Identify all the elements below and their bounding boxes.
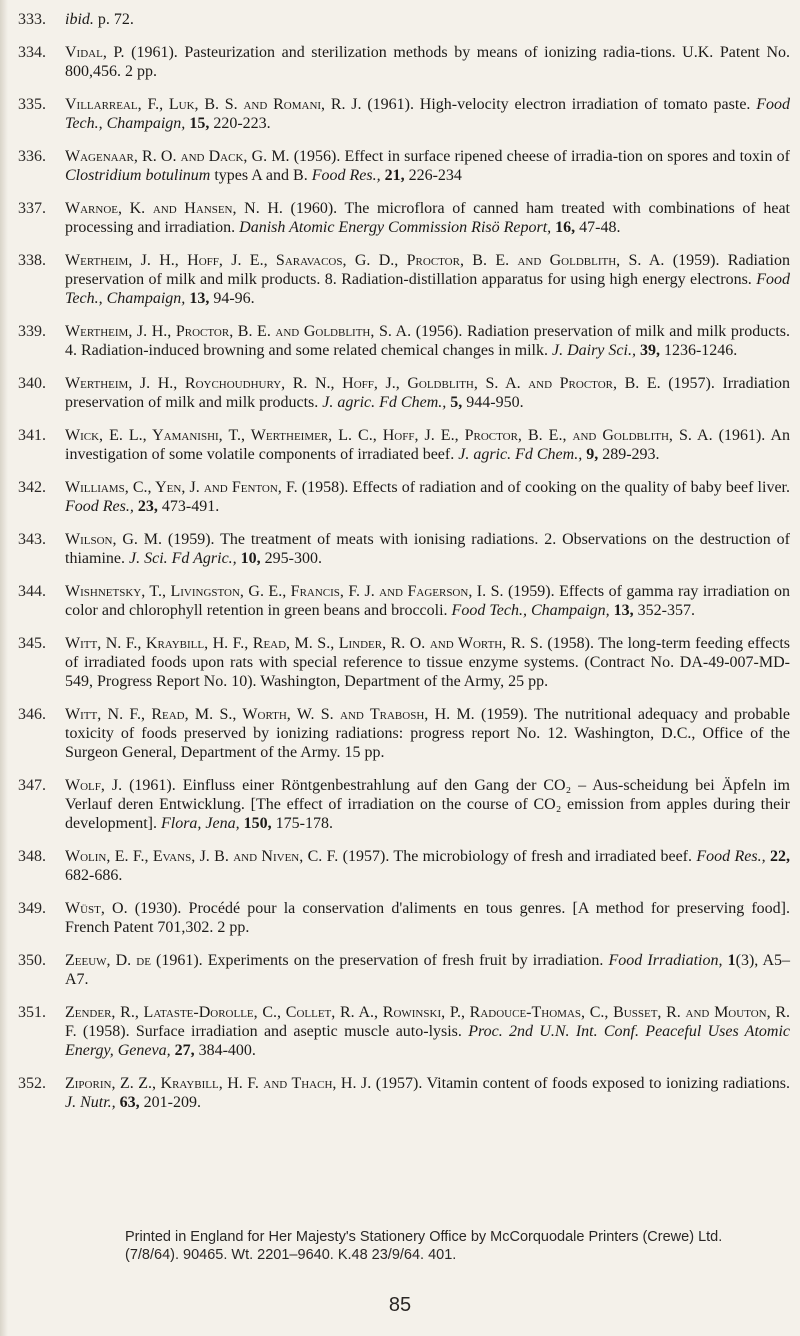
reference-authors: Wolf, J. [65,777,123,794]
reference-segment: 226-234 [404,167,462,184]
reference-volume: 15, [189,115,210,132]
reference-number: 351. [18,1004,46,1021]
reference-volume: 1 [727,952,736,969]
reference-segment: 295-300. [260,550,322,567]
reference-segment: (1960). The microflora of canned ham treated with combinations of heat processing and irradiation. [65,200,790,236]
reference-text [65,199,790,237]
reference-text [65,322,790,360]
reference-authors: Zeeuw, D. de [65,952,151,969]
reference-entry [18,10,790,29]
reference-number: 342. [18,479,46,496]
reference-authors: Wolin, E. F., Evans, J. B. and Niven, C. F. [65,848,339,865]
reference-entry [18,374,790,412]
reference-volume: 22, [770,848,790,865]
printer-imprint [125,1228,725,1264]
reference-authors: Witt, N. F., Read, M. S., Worth, W. S. and Trabosh, H. M. [65,706,475,723]
reference-segment: (1959). Effects of gamma ray irradiation on color and chlorophyll retention in green beans and broccoli. [65,583,790,619]
reference-volume: 39, [639,342,660,359]
reference-journal: Food Tech., Champaign, [65,271,790,307]
reference-entry [18,530,790,568]
reference-list [18,10,790,1126]
reference-entry [18,1074,790,1112]
reference-entry [18,251,790,308]
reference-segment: (1957). Irradiation preservation of milk and milk products. [65,375,791,411]
reference-segment: (1959). The treatment of meats with ionising radiations. 2. Observations on the destruction of thiamine. [65,531,790,567]
reference-number: 337. [18,200,46,217]
reference-volume: 13, [189,290,210,307]
reference-authors: Wüst, O. [65,900,128,917]
reference-volume: 63, [119,1094,140,1111]
reference-number: 340. [18,375,46,392]
reference-entry [18,426,790,464]
reference-segment: (1961). Einfluss einer Röntgenbestrahlung auf den Gang der CO₂ – Aus-scheidung bei Äpfeln im Verlauf deren Entwicklung. [The effect of irradiation on the course of CO₂ emission from apples during their development]. [65,777,791,832]
reference-number: 349. [18,900,46,917]
reference-authors: Vidal, P. [65,44,125,61]
reference-segment: 289-293. [598,446,660,463]
reference-text [65,634,790,691]
reference-volume: 150, [243,815,272,832]
reference-segment: 944-950. [462,394,524,411]
reference-entry [18,582,790,620]
reference-journal: Flora, Jena, [160,815,240,832]
reference-number: 352. [18,1075,46,1092]
reference-journal: Food Res., [311,167,381,184]
reference-journal: J. agric. Fd Chem., [322,394,447,411]
reference-text [65,847,790,885]
reference-authors: Wick, E. L., Yamanishi, T., Wertheimer, L. C., Hoff, J. E., Proctor, B. E., and Goldblith, S. A. [65,427,713,444]
reference-segment: (1961). Experiments on the preservation of fresh fruit by irradiation. [150,952,609,969]
reference-segment: (1959). Radiation preservation of milk and milk products. 8. Radiation-distillation apparatus for using high energy electrons. [65,252,790,288]
reference-authors: Villarreal, F., Luk, B. S. and Romani, R. J. [65,96,362,113]
reference-number: 350. [18,952,46,969]
reference-segment: (3), A5–A7. [65,952,791,988]
reference-entry [18,776,790,833]
reference-authors: Zender, R., Lataste-Dorolle, C., Collet, R. A., Rowinski, P., Radouce-Thomas, C., Busset, R. and Mouton, R. F. [65,1004,790,1040]
reference-authors: Williams, C., Yen, J. and Fenton, F. [65,479,298,496]
reference-journal: J. Sci. Fd Agric., [128,550,237,567]
reference-segment: 1236-1246. [659,342,738,359]
reference-entry [18,478,790,516]
reference-number: 338. [18,252,46,269]
reference-journal: Clostridium botulinum [65,167,211,184]
reference-entry [18,95,790,133]
reference-authors: Wertheim, J. H., Proctor, B. E. and Goldblith, S. A. [65,323,412,340]
reference-text [65,478,790,516]
reference-segment: 47-48. [575,219,621,236]
reference-segment: (1961). An investigation of some volatile components of irradiated beef. [65,427,791,463]
reference-segment: 473-491. [157,498,220,515]
reference-number: 346. [18,706,46,723]
reference-volume: 21, [384,167,405,184]
reference-text [65,705,790,762]
reference-segment: (1961). High-velocity electron irradiation of tomato paste. [361,96,757,113]
reference-journal: Food Res., [696,848,766,865]
reference-segment: (1959). The nutritional adequacy and probable toxicity of foods preserved by ionizing radiations: progress report No. 12. Washington, D.C., Office of the Surgeon General, Department of the Army. 15 pp. [65,706,790,761]
reference-segment: 201-209. [139,1094,201,1111]
reference-entry [18,847,790,885]
reference-entry [18,322,790,360]
reference-authors: Warnoe, K. and Hansen, N. H. [65,200,283,217]
reference-volume: 16, [555,219,576,236]
reference-journal: Food Irradiation, [608,952,723,969]
reference-entry [18,43,790,81]
reference-authors: Wilson, G. M. [65,531,163,548]
reference-number: 341. [18,427,46,444]
reference-authors: Wishnetsky, T., Livingston, G. E., Francis, F. J. and Fagerson, I. S. [65,583,504,600]
reference-segment: (1957). The microbiology of fresh and irradiated beef. [338,848,697,865]
reference-number: 336. [18,148,46,165]
reference-entry [18,705,790,762]
reference-volume: 9, [586,446,599,463]
reference-journal: Food Tech., Champaign, [65,96,791,132]
reference-journal: Food Tech., Champaign, [451,602,610,619]
reference-entry [18,199,790,237]
reference-number: 344. [18,583,46,600]
reference-segment: 682-686. [65,867,123,884]
reference-text [65,251,790,308]
reference-text [65,776,790,833]
reference-authors: Wertheim, J. H., Roychoudhury, R. N., Hoff, J., Goldblith, S. A. and Proctor, B. E. [65,375,661,392]
reference-segment: 175-178. [271,815,333,832]
reference-authors: Wertheim, J. H., Hoff, J. E., Saravacos, G. D., Proctor, B. E. and Goldblith, S. A. [65,252,665,269]
reference-text [65,1074,790,1112]
reference-segment: (1958). The long-term feeding effects of irradiated foods upon rats with special reference to tissue enzyme systems. (Contract No. DA-49-007-MD-549, Progress Report No. 10). Washington, Department of the Army, 25 pp. [65,635,791,690]
reference-segment: p. 72. [93,11,134,28]
reference-journal: Proc. 2nd U.N. Int. Conf. Peaceful Uses Atomic Energy, Geneva, [65,1023,791,1059]
imprint-line-1: Printed in England for Her Majesty's Stationery Office by McCorquodale Printers (Crewe) Ltd. [125,1229,723,1245]
reference-segment: types A and B. [210,167,312,184]
reference-number: 339. [18,323,46,340]
reference-entry [18,634,790,691]
reference-journal: Danish Atomic Energy Commission Risö Report, [239,219,552,236]
reference-segment: 384-400. [194,1042,256,1059]
reference-text [65,95,790,133]
reference-text [65,374,790,412]
page-edge-shadow [0,0,8,1336]
reference-volume: 13, [613,602,634,619]
reference-segment: 220-223. [209,115,271,132]
reference-segment: (1956). Radiation preservation of milk and milk products. 4. Radiation-induced browning and some related chemical changes in milk. [65,323,790,359]
reference-journal: J. Nutr., [65,1094,116,1111]
reference-journal: Food Res., [65,498,134,515]
imprint-line-2: (7/8/64). 90465. Wt. 2201–9640. K.48 23/9/64. 401. [125,1247,457,1263]
reference-number: 345. [18,635,46,652]
reference-text [65,899,790,937]
reference-authors: Ziporin, Z. Z., Kraybill, H. F. and Thach, H. J. [65,1075,372,1092]
reference-text [65,1003,790,1060]
reference-segment: (1930). Procédé pour la conservation d'aliments en tous genres. [A method for preserving food]. French Patent 701,302. 2 pp. [65,900,790,936]
reference-segment: (1958). Surface irradiation and aseptic muscle auto-lysis. [76,1023,469,1040]
reference-number: 335. [18,96,46,113]
reference-number: 348. [18,848,46,865]
page-number: 85 [388,1294,412,1316]
reference-segment: (1957). Vitamin content of foods exposed to ionizing radiations. [371,1075,790,1092]
reference-text [65,147,790,185]
reference-journal: ibid. [65,11,94,28]
reference-journal: J. Dairy Sci., [551,342,636,359]
reference-text [65,426,790,464]
reference-authors: Wagenaar, R. O. and Dack, G. M. [65,148,290,165]
reference-text [65,10,790,29]
reference-segment: 94-96. [209,290,255,307]
reference-number: 334. [18,44,46,61]
reference-volume: 23, [137,498,158,515]
reference-volume: 10, [240,550,261,567]
reference-segment: (1956). Effect in surface ripened cheese of irradia-tion on spores and toxin of [289,148,791,165]
reference-segment: 352-357. [633,602,695,619]
reference-number: 333. [18,11,46,28]
reference-number: 343. [18,531,46,548]
reference-text [65,530,790,568]
reference-authors: Witt, N. F., Kraybill, H. F., Read, M. S., Linder, R. O. and Worth, R. S. [65,635,543,652]
reference-volume: 27, [174,1042,195,1059]
reference-entry [18,1003,790,1060]
reference-entry [18,147,790,185]
reference-segment: (1961). Pasteurization and sterilization methods by means of ionizing radia-tions. U.K. Patent No. 800,456. 2 pp. [65,44,791,80]
reference-text [65,951,790,989]
reference-segment: (1958). Effects of radiation and of cooking on the quality of baby beef liver. [297,479,790,496]
reference-text [65,43,790,81]
reference-text [65,582,790,620]
reference-number: 347. [18,777,46,794]
reference-entry [18,899,790,937]
reference-volume: 5, [450,394,463,411]
reference-entry [18,951,790,989]
reference-journal: J. agric. Fd Chem., [458,446,583,463]
